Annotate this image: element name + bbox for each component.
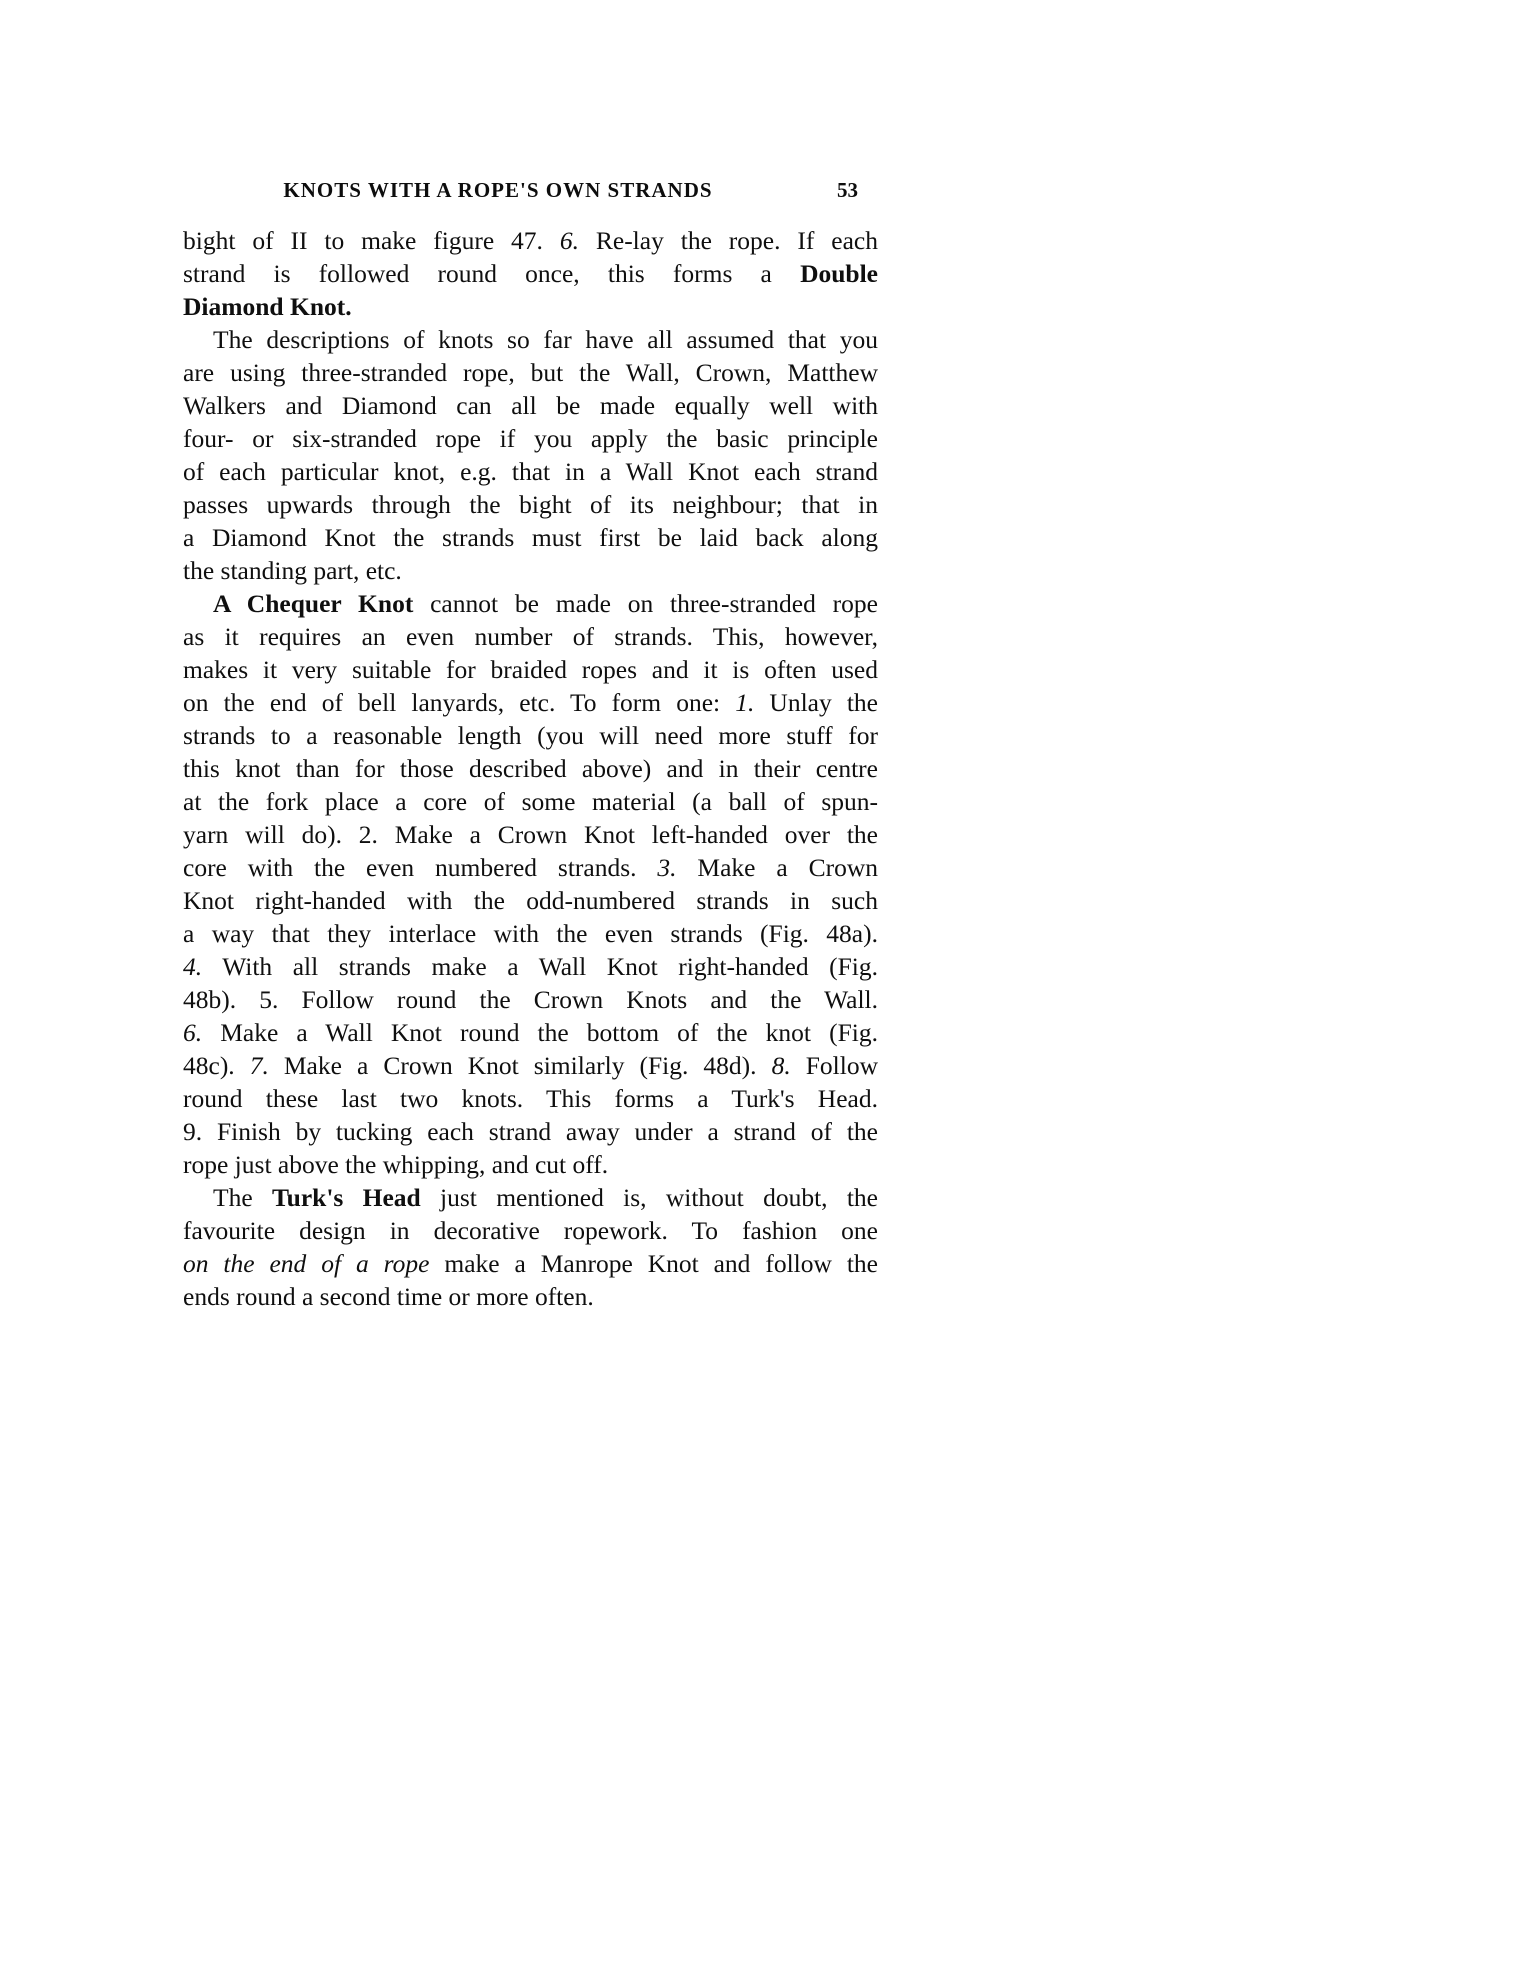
text-line xyxy=(183,686,878,719)
text-line xyxy=(183,818,878,851)
text-line xyxy=(183,950,878,983)
text-line xyxy=(183,455,878,488)
text-segment: at the fork place a core of some material (a ball of spun- xyxy=(183,787,878,816)
text-line xyxy=(183,257,878,290)
text-line xyxy=(183,1181,878,1214)
text-segment: Make a Crown Knot similarly (Fig. 48d). xyxy=(268,1051,772,1080)
text-segment: make a Manrope Knot and follow the xyxy=(429,1249,878,1278)
text-segment: makes it very suitable for braided ropes and it is often used xyxy=(183,655,878,684)
text-segment: yarn will do). 2. Make a Crown Knot left-handed over the xyxy=(183,820,878,849)
text-segment: core with the even numbered strands. xyxy=(183,853,658,882)
text-segment: 48c). xyxy=(183,1051,250,1080)
paragraph xyxy=(183,587,878,1181)
text-segment: 6. xyxy=(559,226,579,255)
text-line xyxy=(183,554,878,587)
text-segment: 9. Finish by tucking each strand away under a strand of the xyxy=(183,1117,878,1146)
text-line xyxy=(183,917,878,950)
text-segment: 48b). 5. Follow round the Crown Knots and the Wall. xyxy=(183,985,878,1014)
text-segment: round these last two knots. This forms a Turk's Head. xyxy=(183,1084,878,1113)
text-segment: of each particular knot, e.g. that in a Wall Knot each strand xyxy=(183,457,878,486)
text-segment: just mentioned is, without doubt, the xyxy=(420,1183,878,1212)
text-segment: The xyxy=(213,1183,272,1212)
text-segment: Double xyxy=(800,259,878,288)
text-segment: The descriptions of knots so far have all assumed that you xyxy=(213,325,878,354)
text-segment: 6. xyxy=(183,1018,203,1047)
text-line xyxy=(183,521,878,554)
text-line xyxy=(183,785,878,818)
page-number: 53 xyxy=(837,178,858,202)
text-segment: strand is followed round once, this forms a xyxy=(183,259,801,288)
text-segment: as it requires an even number of strands. This, however, xyxy=(183,622,878,651)
text-segment: Make a Wall Knot round the bottom of the knot (Fig. xyxy=(202,1018,878,1047)
text-segment: a Diamond Knot the strands must first be laid back along xyxy=(183,523,878,552)
text-segment: cannot be made on three-stranded rope xyxy=(413,589,878,618)
text-line xyxy=(183,1016,878,1049)
text-line xyxy=(183,884,878,917)
text-segment: Walkers and Diamond can all be made equally well with xyxy=(183,391,878,420)
text-line xyxy=(183,422,878,455)
text-line xyxy=(183,224,878,257)
text-segment: on the end of bell lanyards, etc. To form one: xyxy=(183,688,736,717)
text-segment: four- or six-stranded rope if you apply the basic principle xyxy=(183,424,878,453)
page-body xyxy=(183,224,878,1313)
text-segment: favourite design in decorative ropework. To fashion one xyxy=(183,1216,878,1245)
text-line xyxy=(183,1082,878,1115)
text-line xyxy=(183,620,878,653)
page-header xyxy=(183,178,878,208)
text-line xyxy=(183,983,878,1016)
text-line xyxy=(183,1148,878,1181)
text-line xyxy=(183,1214,878,1247)
text-line xyxy=(183,356,878,389)
text-segment: 7. xyxy=(249,1051,269,1080)
text-segment: Re-lay the rope. If each xyxy=(578,226,878,255)
text-line xyxy=(183,1247,878,1280)
text-segment: Knot right-handed with the odd-numbered strands in such xyxy=(183,886,878,915)
text-segment: a way that they interlace with the even strands (Fig. 48a). xyxy=(183,919,878,948)
text-segment: on the end of a rope xyxy=(183,1249,430,1278)
paragraph xyxy=(183,224,878,323)
text-segment: 1. xyxy=(735,688,755,717)
text-segment: passes upwards through the bight of its neighbour; that in xyxy=(183,490,878,519)
text-segment: ends round a second time or more often. xyxy=(183,1282,594,1311)
text-line xyxy=(183,653,878,686)
text-line xyxy=(183,1115,878,1148)
text-segment: Follow xyxy=(790,1051,878,1080)
text-segment: this knot than for those described above) and in their centre xyxy=(183,754,878,783)
text-segment: rope just above the whipping, and cut off. xyxy=(183,1150,609,1179)
text-segment: 8. xyxy=(771,1051,791,1080)
text-segment: Make a Crown xyxy=(676,853,878,882)
text-segment: Turk's Head xyxy=(271,1183,421,1212)
text-segment: 3. xyxy=(657,853,677,882)
text-segment: Diamond Knot. xyxy=(183,292,352,321)
text-line xyxy=(183,323,878,356)
text-segment: 4. xyxy=(183,952,203,981)
paragraph xyxy=(183,323,878,587)
text-line xyxy=(183,587,878,620)
text-line xyxy=(183,1049,878,1082)
text-segment: strands to a reasonable length (you will need more stuff for xyxy=(183,721,878,750)
text-line xyxy=(183,389,878,422)
paragraph xyxy=(183,1181,878,1313)
text-line xyxy=(183,851,878,884)
text-segment: Unlay the xyxy=(754,688,878,717)
text-line xyxy=(183,290,878,323)
text-segment: A Chequer Knot xyxy=(213,589,414,618)
text-line xyxy=(183,752,878,785)
running-head-title: KNOTS WITH A ROPE'S OWN STRANDS xyxy=(283,178,713,202)
text-line xyxy=(183,1280,878,1313)
text-segment: the standing part, etc. xyxy=(183,556,402,585)
text-line xyxy=(183,488,878,521)
text-segment: bight of II to make figure 47. xyxy=(183,226,560,255)
text-segment: are using three-stranded rope, but the Wall, Crown, Matthew xyxy=(183,358,878,387)
text-line xyxy=(183,719,878,752)
text-segment: With all strands make a Wall Knot right-handed (Fig. xyxy=(202,952,878,981)
